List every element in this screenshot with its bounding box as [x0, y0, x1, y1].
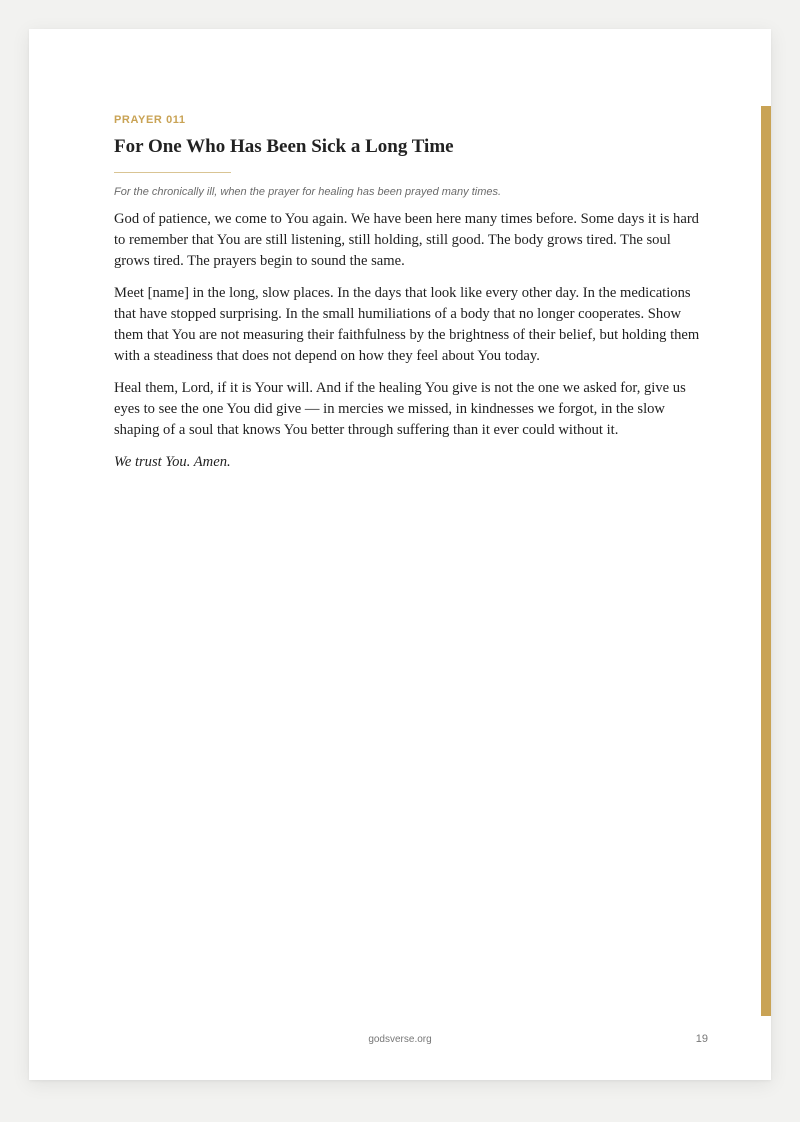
- prayer-closing: We trust You. Amen.: [114, 454, 231, 470]
- prayer-paragraph-2: Meet [name] in the long, slow places. In the days that look like every other day. In the medications that have stopped surprising. In the small humiliations of a body that no longer cooperates. Show them that You are not measuring their faithfulness by the brightness of their belief, but holding them with a steadiness that does not depend on how they feel about You today.: [114, 285, 700, 364]
- prayer-label: PRAYER 011: [114, 114, 186, 126]
- title-divider: [114, 172, 231, 173]
- page-number: 19: [695, 1033, 708, 1045]
- prayer-subtitle: For the chronically ill, when the prayer for healing has been prayed many times.: [114, 186, 502, 198]
- accent-bar: [761, 106, 771, 1016]
- prayer-content: [114, 113, 704, 473]
- prayer-paragraph-3: Heal them, Lord, if it is Your will. And if the healing You give is not the one we asked for, give us eyes to see the one You did give — in mercies we missed, in kindnesses we forgot, in the slow shaping of a soul that knows You better through suffering than it ever could without it.: [114, 380, 686, 438]
- footer-site-link[interactable]: godsverse.org: [368, 1034, 432, 1045]
- prayer-paragraph-1: God of patience, we come to You again. We have been here many times before. Some days it is hard to remember that You are still listening, still holding, still good. The body grows tired. The soul grows tired. The prayers begin to sound the same.: [114, 211, 699, 269]
- document-page: [29, 29, 771, 1080]
- prayer-title: For One Who Has Been Sick a Long Time: [114, 136, 454, 157]
